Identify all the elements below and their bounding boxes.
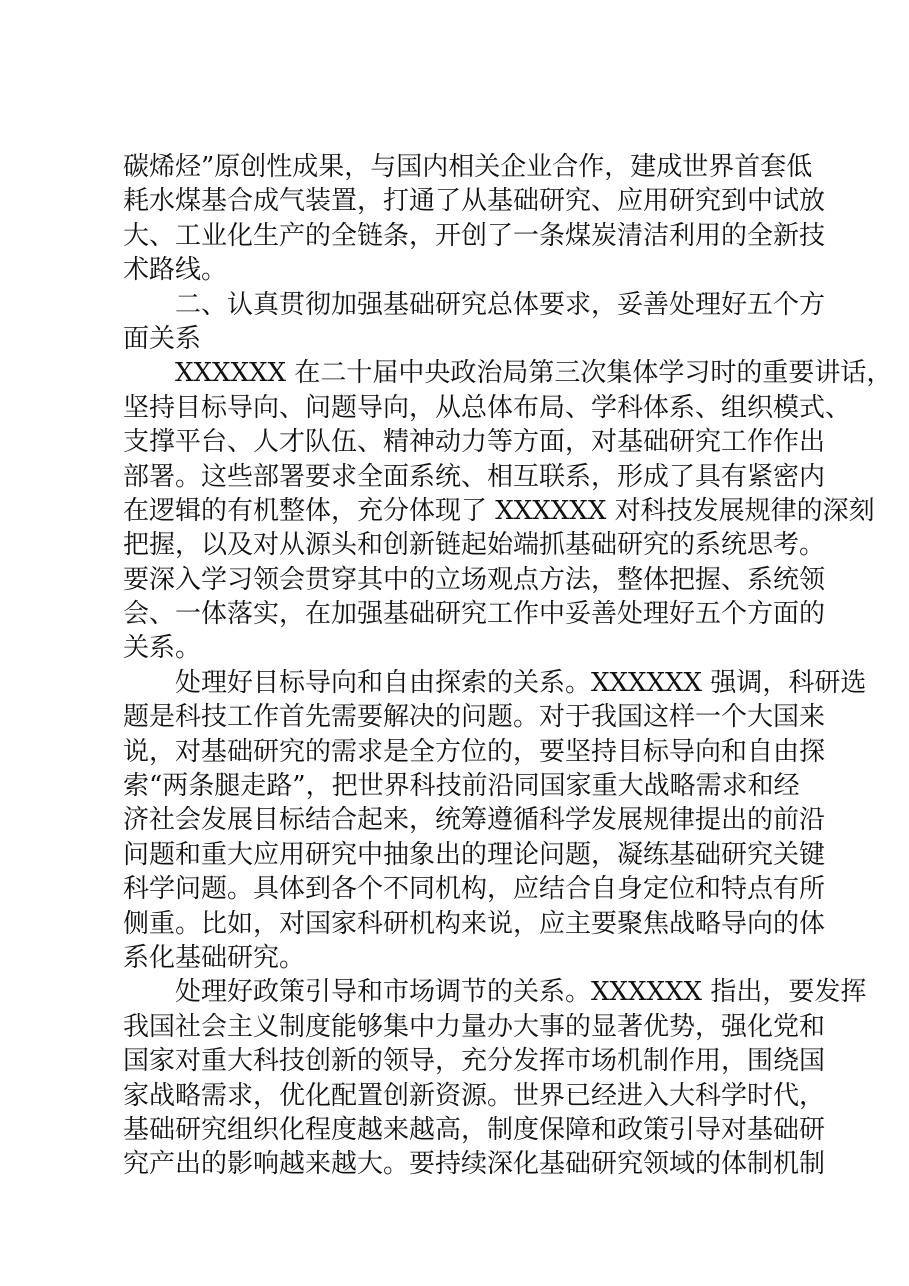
text-line: 关系。 xyxy=(123,633,202,664)
text-line: 术路线。 xyxy=(123,255,228,286)
section-heading-line: 面关系 xyxy=(123,323,202,354)
text-line: 处理好目标导向和自由探索的关系。XXXXXX 强调，科研选 xyxy=(123,667,867,698)
text-line: 题是科技工作首先需要解决的问题。对于我国这样一个大国来 xyxy=(123,702,826,733)
text-line: 济社会发展目标结合起来，统筹遵循科学发展规律提出的前沿 xyxy=(123,805,826,836)
text-line: 系化基础研究。 xyxy=(123,942,306,973)
text-line: 坚持目标导向、问题导向，从总体布局、学科体系、组织模式、 xyxy=(123,392,852,423)
text-line: 处理好政策引导和市场调节的关系。XXXXXX 指出，要发挥 xyxy=(123,977,867,1008)
text-line: 碳烯烃”原创性成果，与国内相关企业合作，建成世界首套低 xyxy=(123,152,813,182)
text-line: 基础研究组织化程度越来越高，制度保障和政策引导对基础研 xyxy=(123,1114,826,1145)
text-line: 耗水煤基合成气装置，打通了从基础研究、应用研究到中试放 xyxy=(123,186,826,217)
text-line: 会、一体落实，在加强基础研究工作中妥善处理好五个方面的 xyxy=(123,599,826,630)
text-line: 家战略需求，优化配置创新资源。世界已经进入大科学时代， xyxy=(123,1080,826,1111)
section-heading-line: 二、认真贯彻加强基础研究总体要求，妥善处理好五个方 xyxy=(123,289,826,320)
text-line: 国家对重大科技创新的领导，充分发挥市场机制作用，围绕国 xyxy=(123,1046,826,1077)
text-line: 究产出的影响越来越大。要持续深化基础研究领域的体制机制 xyxy=(123,1149,826,1180)
text-line: 侧重。比如，对国家科研机构来说，应主要聚焦战略导向的体 xyxy=(123,908,826,939)
text-line: 要深入学习领会贯穿其中的立场观点方法，整体把握、系统领 xyxy=(123,564,826,595)
text-line: 把握，以及对从源头和创新链起始端抓基础研究的系统思考。 xyxy=(123,530,826,561)
text-line: 在逻辑的有机整体，充分体现了 XXXXXX 对科技发展规律的深刻 xyxy=(123,495,875,526)
text-line: 支撑平台、人才队伍、精神动力等方面，对基础研究工作作出 xyxy=(123,427,826,458)
text-line: 科学问题。具体到各个不同机构，应结合自身定位和特点有所 xyxy=(123,874,826,905)
text-line: 索“两条腿走路”，把世界科技前沿同国家重大战略需求和经 xyxy=(123,771,800,802)
text-line: 说，对基础研究的需求是全方位的，要坚持目标导向和自由探 xyxy=(123,736,826,767)
text-line: 问题和重大应用研究中抽象出的理论问题，凝练基础研究关键 xyxy=(123,839,826,870)
text-line: XXXXXX 在二十届中央政治局第三次集体学习时的重要讲话， xyxy=(123,358,893,389)
document-body xyxy=(123,150,893,1182)
text-line: 大、工业化生产的全链条，开创了一条煤炭清洁利用的全新技 xyxy=(123,220,826,251)
text-line: 部署。这些部署要求全面系统、相互联系，形成了具有紧密内 xyxy=(123,461,826,492)
text-line: 我国社会主义制度能够集中力量办大事的显著优势，强化党和 xyxy=(123,1011,826,1042)
